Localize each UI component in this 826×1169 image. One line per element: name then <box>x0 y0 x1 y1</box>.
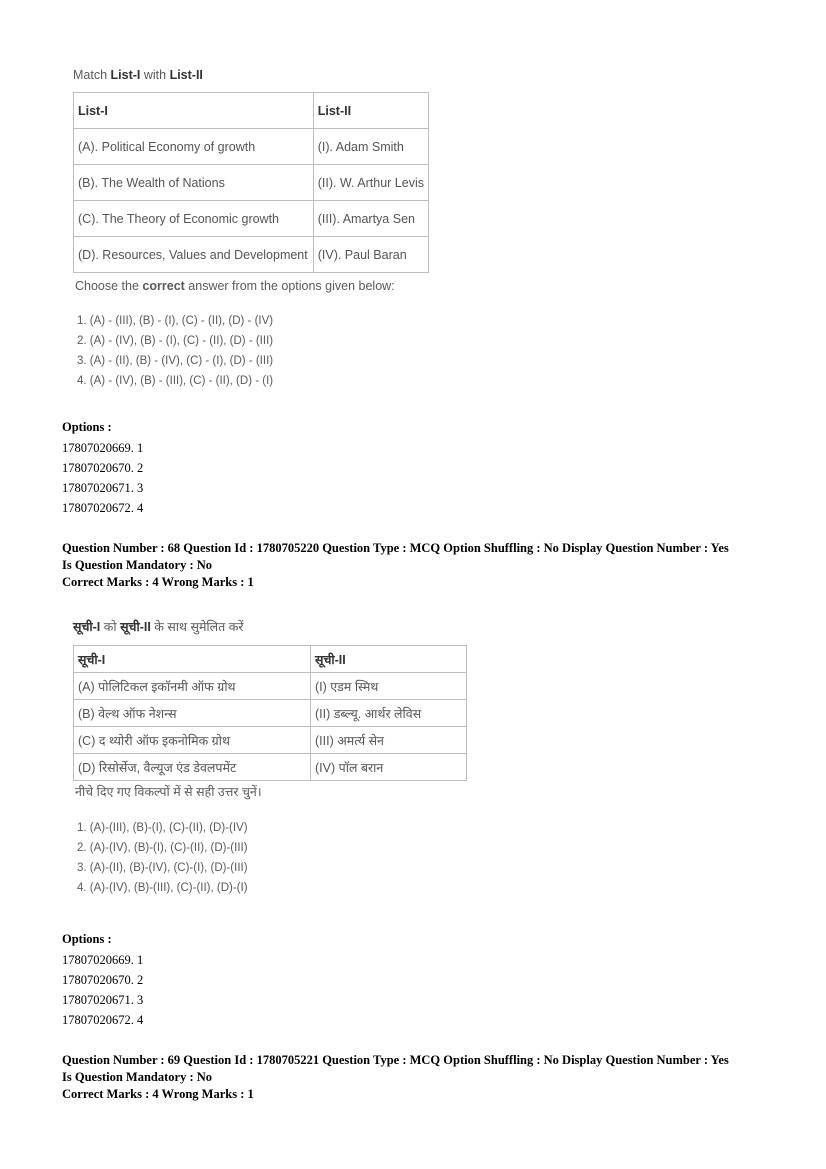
table-cell: (A). Political Economy of growth <box>74 129 314 165</box>
question-68-image <box>73 618 467 898</box>
table-row <box>74 727 467 754</box>
answer-choice: 1. (A)-(III), (B)-(I), (C)-(II), (D)-(IV) <box>77 822 248 834</box>
answer-choice: 3. (A) - (II), (B) - (IV), (C) - (I), (D) - (III) <box>77 355 274 367</box>
option-item: 17807020671. 3 <box>62 993 144 1007</box>
answer-choice: 4. (A)-(IV), (B)-(III), (C)-(II), (D)-(I) <box>77 882 248 894</box>
table-cell: (II). W. Arthur Levis <box>313 165 428 201</box>
match-instruction: सूची-I को सूची-II के साथ सुमेलित करें <box>73 620 244 634</box>
table-cell: (C) द थ्योरी ऑफ इकनोमिक ग्रोथ <box>74 727 311 754</box>
match-instruction: Match List-I with List-II <box>73 68 203 82</box>
options-label: Options : <box>62 420 112 434</box>
choose-instruction: नीचे दिए गए विकल्पों में से सही उत्तर चुनें। <box>75 785 262 799</box>
table-cell: (I). Adam Smith <box>313 129 428 165</box>
question-68-meta <box>62 540 729 591</box>
option-item: 17807020672. 4 <box>62 501 144 515</box>
table-row <box>74 754 467 781</box>
option-item: 17807020670. 2 <box>62 461 144 475</box>
question-info-line: Question Number : 68 Question Id : 1780705220 Question Type : MCQ Option Shuffling : No Display Question Number : Yes <box>62 541 729 555</box>
table-row <box>74 165 429 201</box>
table-cell: (III). Amartya Sen <box>313 201 428 237</box>
match-table <box>73 645 467 781</box>
table-cell: (II) डब्ल्यू. आर्थर लेविस <box>311 700 467 727</box>
options-label: Options : <box>62 932 112 946</box>
question-69-meta <box>62 1052 729 1103</box>
mandatory-line: Is Question Mandatory : No <box>62 1070 213 1084</box>
question-info-line: Question Number : 69 Question Id : 1780705221 Question Type : MCQ Option Shuffling : No Display Question Number : Yes <box>62 1053 729 1067</box>
answer-choice: 3. (A)-(II), (B)-(IV), (C)-(I), (D)-(III) <box>77 862 248 874</box>
match-table <box>73 92 429 273</box>
table-row <box>74 673 467 700</box>
mandatory-line: Is Question Mandatory : No <box>62 558 213 572</box>
option-item: 17807020670. 2 <box>62 973 144 987</box>
option-item: 17807020669. 1 <box>62 441 144 455</box>
table-row <box>74 129 429 165</box>
answer-choices <box>77 311 429 391</box>
table-row <box>74 237 429 273</box>
table-cell: (B) वेल्थ ऑफ नेशन्स <box>74 700 311 727</box>
marks-line: Correct Marks : 4 Wrong Marks : 1 <box>62 575 254 589</box>
marks-line: Correct Marks : 4 Wrong Marks : 1 <box>62 1087 254 1101</box>
column-header-list-1: List-I <box>74 93 314 129</box>
answer-choice: 1. (A) - (III), (B) - (I), (C) - (II), (D) - (IV) <box>77 315 274 327</box>
table-cell: (IV). Paul Baran <box>313 237 428 273</box>
question-68-options <box>62 930 143 1030</box>
column-header-list-2: सूची-II <box>311 646 467 673</box>
table-header-row <box>74 93 429 129</box>
table-cell: (D). Resources, Values and Development <box>74 237 314 273</box>
question-67-options <box>62 418 143 518</box>
answer-choice: 4. (A) - (IV), (B) - (III), (C) - (II), (D) - (I) <box>77 375 274 387</box>
table-cell: (D) रिसोर्सेज, वैल्यूज एंड डेवलपमेंट <box>74 754 311 781</box>
table-cell: (B). The Wealth of Nations <box>74 165 314 201</box>
column-header-list-2: List-II <box>313 93 428 129</box>
option-item: 17807020672. 4 <box>62 1013 144 1027</box>
table-row <box>74 201 429 237</box>
table-cell: (IV) पॉल बरान <box>311 754 467 781</box>
table-cell: (I) एडम स्मिथ <box>311 673 467 700</box>
answer-choice: 2. (A) - (IV), (B) - (I), (C) - (II), (D) - (III) <box>77 335 274 347</box>
choose-instruction: Choose the correct answer from the options given below: <box>75 279 395 293</box>
table-header-row <box>74 646 467 673</box>
option-item: 17807020671. 3 <box>62 481 144 495</box>
answer-choice: 2. (A)-(IV), (B)-(I), (C)-(II), (D)-(III) <box>77 842 248 854</box>
table-cell: (C). The Theory of Economic growth <box>74 201 314 237</box>
column-header-list-1: सूची-I <box>74 646 311 673</box>
table-cell: (A) पोलिटिकल इकॉनमी ऑफ ग्रोथ <box>74 673 311 700</box>
question-67-image <box>73 68 429 391</box>
option-item: 17807020669. 1 <box>62 953 144 967</box>
table-row <box>74 700 467 727</box>
answer-choices <box>77 818 467 898</box>
table-cell: (III) अमर्त्य सेन <box>311 727 467 754</box>
